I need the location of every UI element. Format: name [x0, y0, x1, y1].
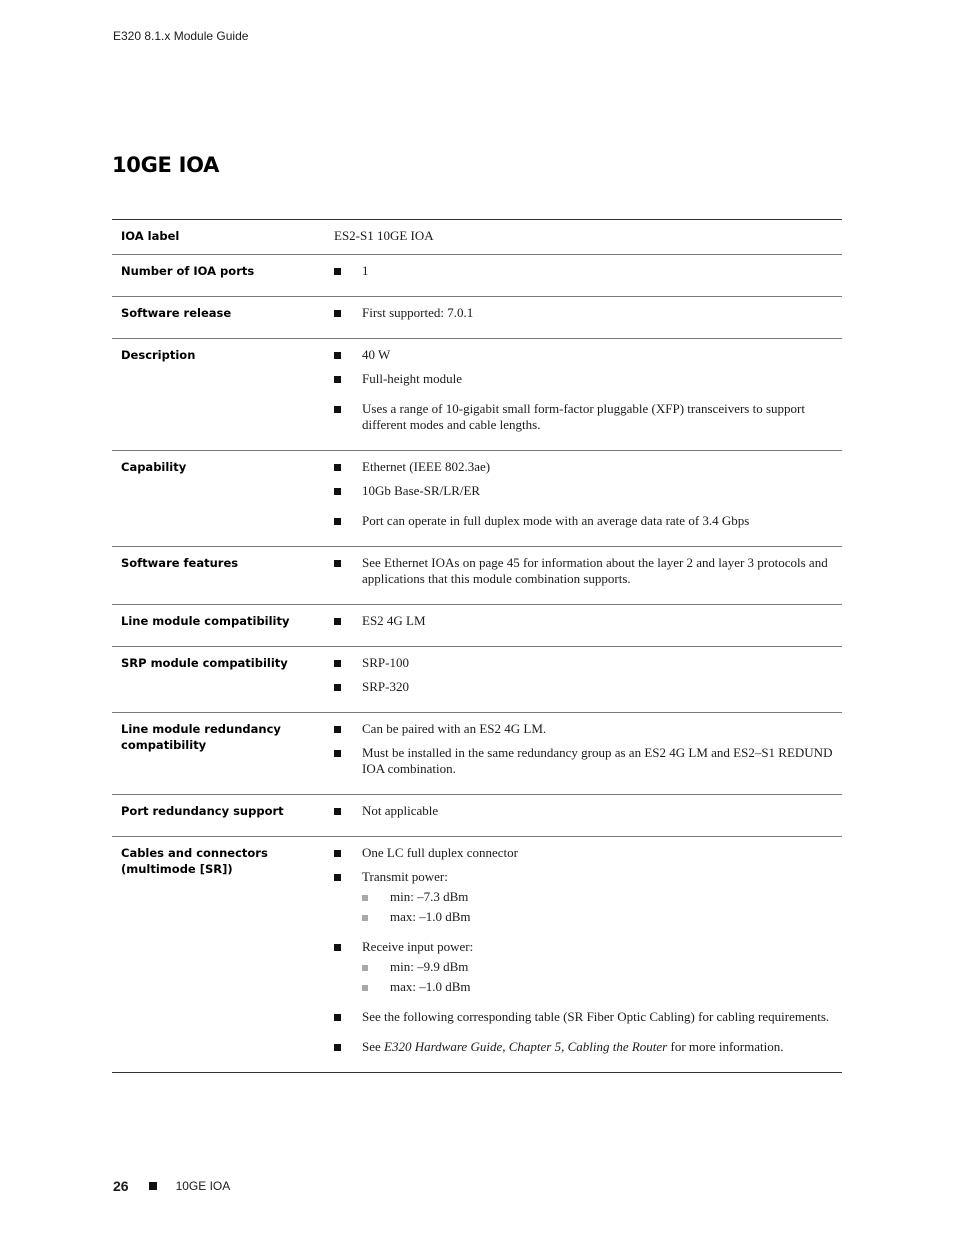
list-item: First supported: 7.0.1	[334, 305, 842, 321]
row-capability	[112, 451, 842, 547]
list-item: ES2 4G LM	[334, 613, 842, 629]
sub-list-item: max: –1.0 dBm	[362, 909, 838, 925]
sub-list-item: max: –1.0 dBm	[362, 979, 838, 995]
list-item: Uses a range of 10-gigabit small form-factor pluggable (XFP) transceivers to support different modes and cable lengths.	[334, 401, 842, 433]
row-cables-and-connectors	[112, 837, 842, 1073]
list-item: See the following corresponding table (SR Fiber Optic Cabling) for cabling requirements.	[334, 1009, 842, 1025]
receive-power-label: Receive input power:	[362, 939, 474, 954]
row-label: Software features	[121, 556, 239, 570]
list-item: 10Gb Base-SR/LR/ER	[334, 483, 842, 499]
sub-list-item: min: –7.3 dBm	[362, 889, 838, 905]
list-item-receive-power	[334, 939, 842, 995]
hardware-guide-reference: E320 Hardware Guide, Chapter 5, Cabling the Router	[384, 1039, 668, 1054]
row-line-module-redundancy	[112, 713, 842, 795]
spec-table	[112, 219, 842, 1073]
row-software-release	[112, 297, 842, 339]
list-item: See Ethernet IOAs on page 45 for information about the layer 2 and layer 3 protocols and applications that this module combination supports.	[334, 555, 842, 587]
row-port-redundancy	[112, 795, 842, 837]
row-label: Capability	[121, 460, 187, 474]
row-label: Description	[121, 348, 196, 362]
reference-prefix: See	[362, 1039, 385, 1054]
sub-list-item: min: –9.9 dBm	[362, 959, 838, 975]
transmit-power-label: Transmit power:	[362, 869, 448, 884]
reference-suffix: for more information.	[667, 1039, 784, 1054]
row-label: Number of IOA ports	[121, 264, 255, 278]
row-line-module-compatibility	[112, 605, 842, 647]
list-item: Ethernet (IEEE 802.3ae)	[334, 459, 842, 475]
running-header: E320 8.1.x Module Guide	[113, 29, 249, 43]
row-ioa-label	[112, 220, 842, 255]
row-srp-module-compatibility	[112, 647, 842, 713]
list-item: SRP-100	[334, 655, 842, 671]
list-item: 40 W	[334, 347, 842, 363]
row-label: Line module compatibility	[121, 614, 290, 628]
list-item: Must be installed in the same redundancy group as an ES2 4G LM and ES2–S1 REDUND IOA combination.	[334, 745, 842, 777]
page-footer	[113, 1178, 230, 1194]
list-item: Port can operate in full duplex mode with an average data rate of 3.4 Gbps	[334, 513, 842, 529]
footer-separator-icon	[149, 1182, 157, 1190]
list-item-transmit-power	[334, 869, 842, 925]
row-label: Cables and connectors (multimode [SR])	[121, 846, 268, 876]
list-item: SRP-320	[334, 679, 842, 695]
list-item: Not applicable	[334, 803, 842, 819]
list-item-hardware-guide-reference	[334, 1039, 842, 1055]
row-label: Software release	[121, 306, 232, 320]
row-value: ES2-S1 10GE IOA	[334, 228, 434, 243]
list-item: One LC full duplex connector	[334, 845, 842, 861]
list-item: Full-height module	[334, 371, 842, 387]
footer-section-title: 10GE IOA	[175, 1179, 231, 1193]
page-number: 26	[113, 1178, 129, 1194]
row-software-features	[112, 547, 842, 605]
row-label: SRP module compatibility	[121, 656, 288, 670]
list-item: 1	[334, 263, 842, 279]
row-label: Line module redundancy compatibility	[121, 722, 281, 752]
row-label: Port redundancy support	[121, 804, 284, 818]
row-description	[112, 339, 842, 451]
row-label: IOA label	[121, 229, 180, 243]
page-title: 10GE IOA	[112, 153, 220, 177]
row-number-of-ports	[112, 255, 842, 297]
list-item: Can be paired with an ES2 4G LM.	[334, 721, 842, 737]
